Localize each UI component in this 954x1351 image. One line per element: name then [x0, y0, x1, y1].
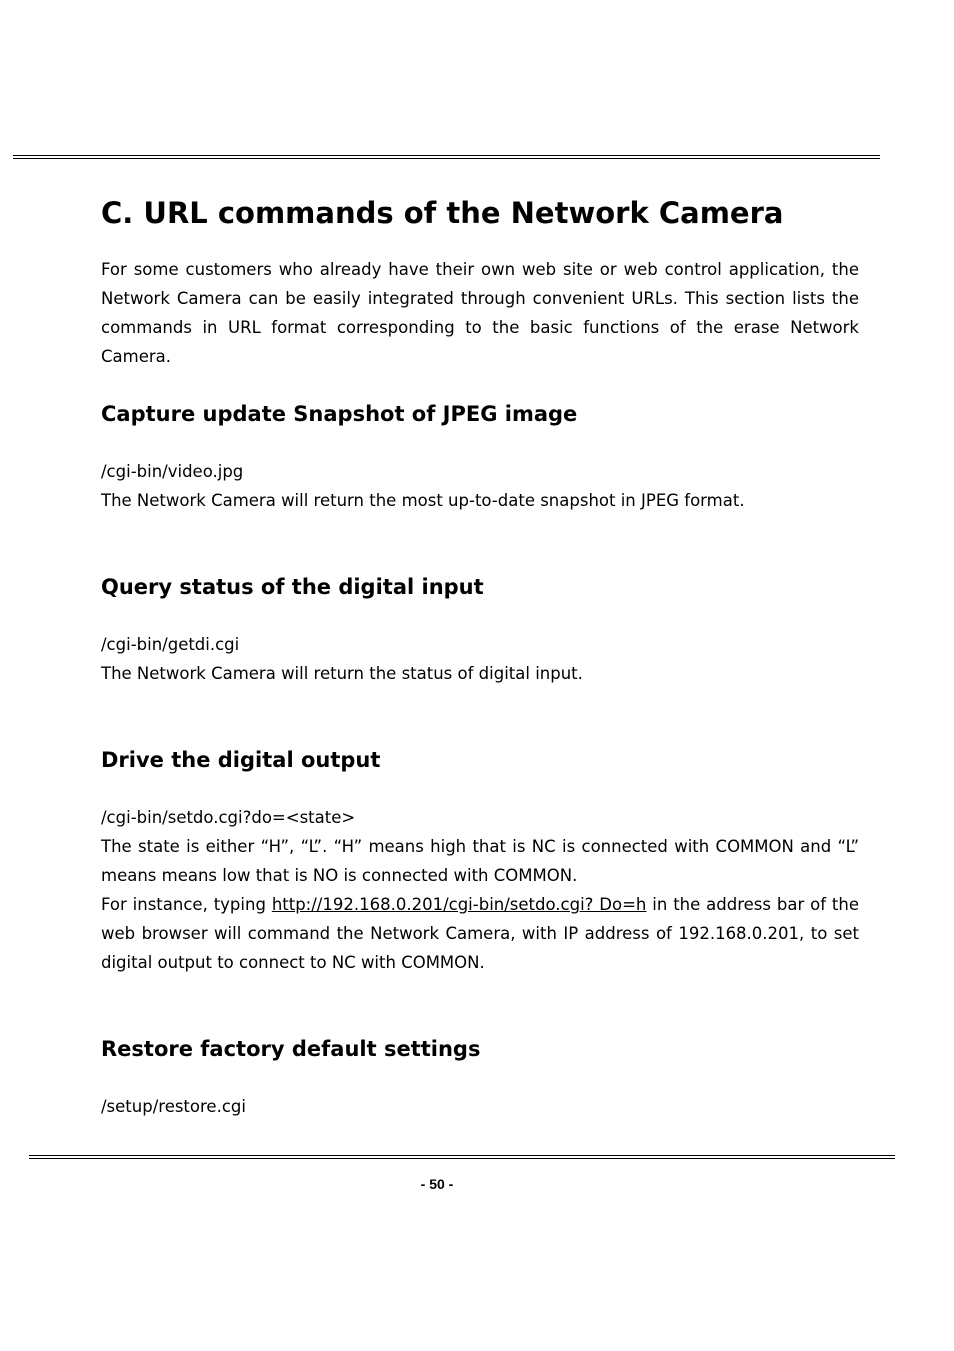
section-description-digital-output: The state is either “H”, “L”. “H” means high that is NC is connected with COMMON and “L” means means low that is NO is connected with COMMON.: [101, 837, 859, 885]
section-url-restore: /setup/restore.cgi: [101, 1097, 246, 1116]
example-prefix: For instance, typing: [101, 895, 272, 914]
intro-paragraph: For some customers who already have their own web site or web control application, the Network Camera can be easily integrated through convenient URLs. This section lists the commands in URL format corresponding to the basic functions of the erase Network Camera.: [101, 260, 859, 366]
footer-rule: [29, 1155, 895, 1159]
section-heading-digital-output: Drive the digital output: [101, 748, 381, 772]
section-url-snapshot: /cgi-bin/video.jpg: [101, 462, 244, 481]
example-link[interactable]: http://192.168.0.201/cgi-bin/setdo.cgi? Do=h: [271, 895, 647, 914]
example-suffix: in the address bar of the web browser will command the Network Camera, with IP address of 192.168.0.201, to set digital output to connect to NC with COMMON.: [101, 895, 859, 972]
section-url-digital-output: /cgi-bin/setdo.cgi?do=<state>: [101, 808, 356, 827]
section-heading-snapshot: Capture update Snapshot of JPEG image: [101, 402, 578, 426]
page-number: - 50 -: [420, 1176, 454, 1192]
header-rule: [13, 155, 880, 159]
section-url-digital-input: /cgi-bin/getdi.cgi: [101, 635, 240, 654]
section-example-digital-output: [101, 890, 859, 977]
page-title: C. URL commands of the Network Camera: [101, 196, 784, 230]
section-description-digital-input: The Network Camera will return the status of digital input.: [101, 664, 583, 683]
section-description-snapshot: The Network Camera will return the most up-to-date snapshot in JPEG format.: [101, 491, 745, 510]
section-heading-digital-input: Query status of the digital input: [101, 575, 484, 599]
section-heading-restore: Restore factory default settings: [101, 1037, 481, 1061]
